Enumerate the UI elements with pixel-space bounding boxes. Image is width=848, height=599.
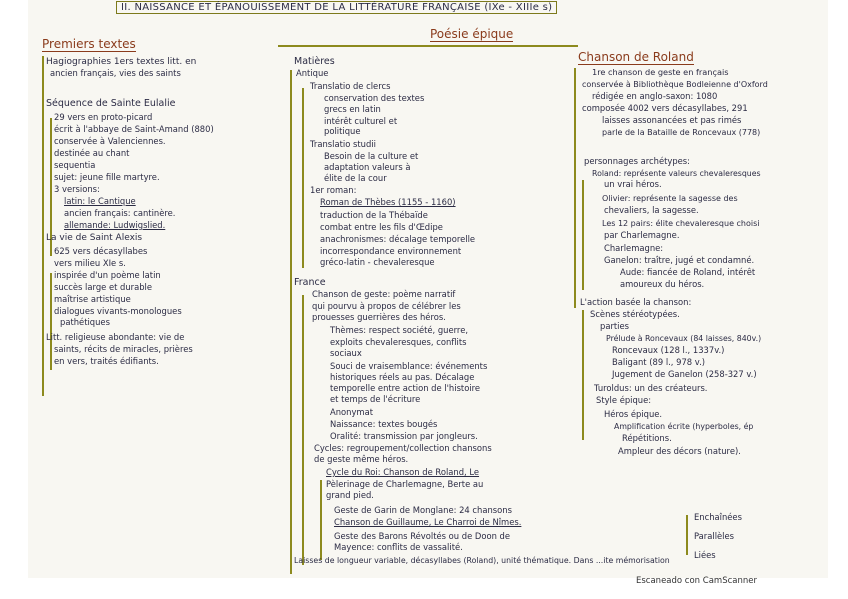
note-line: Prélude à Roncevaux (84 laisses, 840v.) bbox=[606, 334, 762, 343]
note-line: Aude: fiancée de Roland, intérêt bbox=[620, 267, 756, 277]
note-line: Translatio de clercs bbox=[310, 81, 391, 91]
note-line: Séquence de Sainte Eulalie bbox=[46, 98, 176, 109]
note-line: Parallèles bbox=[694, 531, 735, 541]
note-line: inspirée d'un poème latin bbox=[54, 270, 161, 280]
tree-line bbox=[42, 56, 44, 396]
note-line: Liées bbox=[694, 550, 716, 560]
note-line: combat entre les fils d'Œdipe bbox=[320, 222, 443, 232]
note-line: L'action basée la chanson: bbox=[580, 297, 692, 307]
note-line: Enchaînées bbox=[694, 512, 742, 522]
note-line: incorrespondance environnement bbox=[320, 246, 462, 256]
note-line: chevaliers, la sagesse. bbox=[604, 205, 699, 215]
note-line: gréco-latin - chevaleresque bbox=[320, 257, 435, 267]
note-line: succès large et durable bbox=[54, 282, 153, 292]
note-line: Héros épique. bbox=[604, 409, 663, 419]
note-line: allemande: Ludwigslied. bbox=[64, 220, 166, 230]
note-line: conservée à Bibliothèque Bodleienne d'Oxford bbox=[582, 80, 768, 89]
note-line: Geste de Garin de Monglane: 24 chansons bbox=[334, 505, 512, 515]
note-line: Pèlerinage de Charlemagne, Berte au bbox=[326, 479, 484, 489]
note-line: dialogues vivants-monologues bbox=[54, 306, 182, 316]
note-line: de geste même héros. bbox=[314, 454, 409, 464]
note-line: intérêt culturel et bbox=[324, 116, 398, 126]
note-line: Turoldus: un des créateurs. bbox=[594, 383, 708, 393]
note-line: Olivier: représente la sagesse des bbox=[602, 194, 738, 203]
note-line: latin: le Cantique bbox=[64, 196, 136, 206]
note-line: temporelle entre action de l'histoire bbox=[330, 383, 481, 393]
note-line: Baligant (89 l., 978 v.) bbox=[612, 357, 706, 367]
divider bbox=[278, 45, 578, 47]
note-line: Naissance: textes bougés bbox=[330, 419, 438, 429]
note-line: amoureux du héros. bbox=[620, 279, 705, 289]
note-line: Chanson de geste: poème narratif bbox=[312, 289, 456, 299]
note-line: Matières bbox=[294, 56, 335, 67]
header-chanson-de-roland: Chanson de Roland bbox=[578, 50, 694, 64]
note-line: qui pourvu à propos de célébrer les bbox=[312, 301, 461, 311]
note-line: politique bbox=[324, 126, 361, 136]
note-line: conservation des textes bbox=[324, 93, 425, 103]
note-line: élite de la cour bbox=[324, 173, 387, 183]
note-line: maîtrise artistique bbox=[54, 294, 131, 304]
note-line: Anonymat bbox=[330, 407, 373, 417]
note-line: en vers, traités édifiants. bbox=[54, 356, 159, 366]
note-line: Répétitions. bbox=[622, 433, 672, 443]
note-line: Thèmes: respect société, guerre, bbox=[330, 325, 469, 335]
note-line: Ganelon: traître, jugé et condamné. bbox=[604, 255, 755, 265]
scanner-watermark: Escaneado con CamScanner bbox=[636, 576, 757, 586]
note-line: parle de la Bataille de Roncevaux (778) bbox=[602, 128, 761, 137]
note-line: traduction de la Thébaïde bbox=[320, 210, 428, 220]
note-line: Antique bbox=[296, 68, 329, 78]
note-line: Roncevaux (128 l., 1337v.) bbox=[612, 345, 725, 355]
note-line: composée 4002 vers décasyllabes, 291 bbox=[582, 103, 748, 113]
page-title: II. NAISSANCE ET ÉPANOUISSEMENT DE LA LITTÉRATURE FRANÇAISE (IXe - XIIIe s) bbox=[116, 1, 557, 14]
note-line: Translatio studii bbox=[310, 139, 376, 149]
note-line: exploits chevaleresques, conflits bbox=[330, 337, 467, 347]
note-line: Ampleur des décors (nature). bbox=[618, 446, 741, 456]
note-line: pathétiques bbox=[60, 317, 110, 327]
note-line: Style épique: bbox=[596, 395, 652, 405]
note-line: Litt. religieuse abondante: vie de bbox=[46, 332, 185, 342]
note-line: 625 vers décasyllabes bbox=[54, 246, 148, 256]
note-line: historiques réels au pas. Décalage bbox=[330, 372, 475, 382]
note-line: et temps de l'écriture bbox=[330, 394, 421, 404]
note-line: Scènes stéréotypées. bbox=[590, 309, 680, 319]
note-line: prouesses guerrières des héros. bbox=[312, 312, 446, 322]
note-line: Cycles: regroupement/collection chansons bbox=[314, 443, 492, 453]
tree-line bbox=[574, 68, 576, 308]
note-line: Mayence: conflits de vassalité. bbox=[334, 542, 463, 552]
note-line: Besoin de la culture et bbox=[324, 151, 419, 161]
tree-line bbox=[302, 295, 304, 565]
note-line: Roland: représente valeurs chevaleresques bbox=[592, 169, 761, 178]
note-line: saints, récits de miracles, prières bbox=[54, 344, 193, 354]
note-line: 1re chanson de geste en français bbox=[592, 67, 729, 77]
tree-line bbox=[290, 70, 292, 574]
notes-page bbox=[28, 0, 828, 578]
note-line: sequentia bbox=[54, 160, 96, 170]
tree-line bbox=[320, 480, 322, 560]
note-line: grand pied. bbox=[326, 490, 374, 500]
note-line: Cycle du Roi: Chanson de Roland, Le bbox=[326, 467, 480, 477]
tree-line bbox=[582, 180, 584, 290]
note-line: La vie de Saint Alexis bbox=[46, 233, 143, 243]
note-line: 29 vers en proto-picard bbox=[54, 112, 153, 122]
note-line: Charlemagne: bbox=[604, 243, 664, 253]
note-line: rédigée en anglo-saxon: 1080 bbox=[592, 91, 718, 101]
note-line: vers milieu XIe s. bbox=[54, 258, 126, 268]
tree-line bbox=[302, 88, 304, 268]
note-line: parties bbox=[600, 321, 630, 331]
note-line: Souci de vraisemblance: événements bbox=[330, 361, 488, 371]
note-line: adaptation valeurs à bbox=[324, 162, 411, 172]
note-line: Les 12 pairs: élite chevaleresque choisi bbox=[602, 219, 760, 228]
note-line: Oralité: transmission par jongleurs. bbox=[330, 431, 478, 441]
note-line: un vrai héros. bbox=[604, 179, 662, 189]
tree-line bbox=[686, 515, 688, 555]
note-line: 3 versions: bbox=[54, 184, 100, 194]
note-line: Chanson de Guillaume, Le Charroi de Nîmes. bbox=[334, 517, 522, 527]
note-line: Amplification écrite (hyperboles, ép bbox=[614, 422, 754, 431]
note-line: France bbox=[294, 277, 326, 288]
note-line: personnages archétypes: bbox=[584, 156, 690, 166]
note-line: Laisses de longueur variable, décasyllabes (Roland), unité thématique. Dans ...ite mémorisation bbox=[294, 556, 670, 565]
note-line: grecs en latin bbox=[324, 104, 381, 114]
note-line: écrit à l'abbaye de Saint-Amand (880) bbox=[54, 124, 214, 134]
note-line: Hagiographies 1ers textes litt. en bbox=[46, 57, 197, 67]
tree-line bbox=[50, 273, 52, 370]
note-line: conservée à Valenciennes. bbox=[54, 136, 166, 146]
header-premiers-textes: Premiers textes bbox=[42, 37, 136, 51]
tree-line bbox=[582, 310, 584, 440]
note-line: Roman de Thèbes (1155 - 1160) bbox=[320, 197, 456, 207]
note-line: 1er roman: bbox=[310, 185, 357, 195]
note-line: ancien français: cantinère. bbox=[64, 208, 176, 218]
note-line: destinée au chant bbox=[54, 148, 130, 158]
note-line: par Charlemagne. bbox=[604, 230, 680, 240]
header-poesie-epique: Poésie épique bbox=[430, 27, 514, 41]
note-line: laisses assonancées et pas rimés bbox=[602, 115, 742, 125]
note-line: sociaux bbox=[330, 348, 362, 358]
note-line: anachronismes: décalage temporelle bbox=[320, 234, 476, 244]
note-line: ancien français, vies des saints bbox=[50, 68, 181, 78]
note-line: sujet: jeune fille martyre. bbox=[54, 172, 160, 182]
note-line: Geste des Barons Révoltés ou de Doon de bbox=[334, 531, 511, 541]
note-line: Jugement de Ganelon (258-327 v.) bbox=[612, 369, 757, 379]
